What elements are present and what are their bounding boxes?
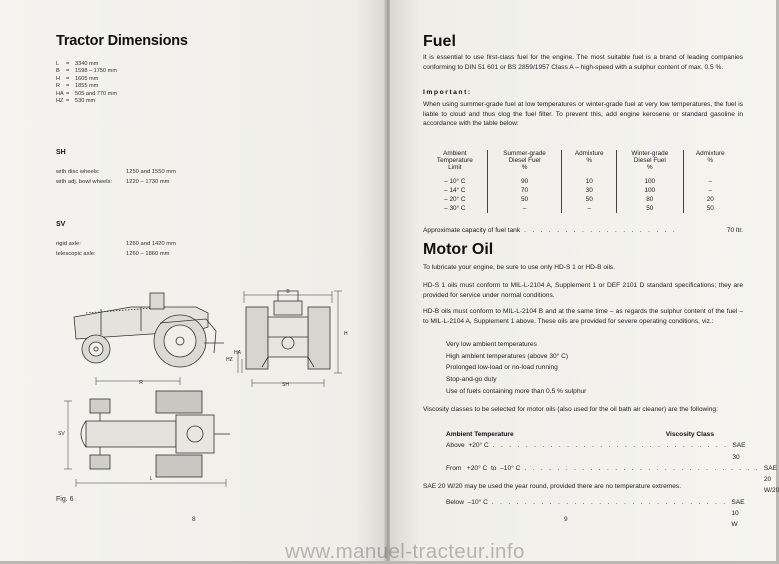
table-row — [423, 186, 737, 195]
table-cell: – 30° C — [444, 205, 466, 213]
col-ambient-temperature: Ambient Temperature Limit — [436, 150, 473, 172]
list-item: Use of fuels containing more than 0.5 % sulphur — [446, 387, 587, 395]
table-cell: – 10° C — [444, 177, 466, 185]
dimension-value: 1855 mm — [75, 83, 99, 90]
right-page — [390, 0, 779, 561]
table-cell: 50 — [487, 195, 562, 204]
dimension-value: 505 and 770 mm — [75, 90, 117, 97]
viscosity-row — [446, 497, 745, 531]
table-row — [423, 177, 737, 186]
watermark-text: www.manuel-tracteur.info — [285, 540, 525, 563]
important-label: Important: — [423, 89, 472, 96]
table-cell: 50 — [683, 204, 737, 213]
col-admixture-summer: Admixture % — [562, 150, 617, 172]
fuel-admixture-table — [423, 150, 737, 213]
leader-dots: . . . . . . . . . . . . . . . . . . . . . . . . . . . . . — [492, 442, 729, 450]
table-cell: – 20° C — [444, 196, 466, 204]
r-label: R — [139, 380, 143, 386]
list-item: Stop-and-go duty — [446, 376, 497, 384]
table-cell: 100 — [617, 177, 683, 186]
viscosity-value: SAE 20 W/20 — [763, 464, 779, 495]
table-cell: 20 — [683, 195, 737, 204]
dimension-key: HZ — [56, 98, 64, 105]
dimension-row: HA = 505 and 770 mm — [56, 90, 117, 97]
l-label: L — [149, 476, 153, 482]
capacity-dots: . . . . . . . . . . . . . . . . . . . — [524, 227, 678, 234]
col-admixture-winter: Admixture % — [683, 150, 737, 172]
h-label: H — [344, 331, 348, 337]
sv-label: SV — [58, 431, 65, 437]
temperature-range: Below –10° C — [446, 498, 488, 506]
sh-label: SH — [282, 382, 289, 388]
ha-label: HA — [234, 350, 241, 356]
left-page — [0, 0, 386, 561]
dimension-value: 1605 mm — [75, 75, 99, 82]
spec-label: with disc wheels: — [56, 169, 100, 175]
table-cell: – — [683, 186, 737, 195]
dimension-value: 1598 – 1750 mm — [75, 68, 117, 75]
dimension-row: L = 3340 mm — [56, 61, 99, 67]
table-cell: – — [562, 204, 617, 213]
table-cell: 100 — [617, 186, 683, 195]
oil-paragraph-2: HD-S 1 oils must conform to MIL-L-2104 A, Supplement 1 or DEF 2101 D standard specifications; they are provided for service under normal conditions. — [423, 282, 743, 299]
table-header-row — [423, 150, 737, 172]
oil-paragraph-3: HD-B oils must conform to MIL-L-2104 B and at the same time – as regards the sulphur content of the fuel – to MIL-L-2104 A, Supplement 1 above. These oils are provided for severe operating conditions, viz.: — [423, 308, 743, 325]
col-winter-grade: Winter-grade Diesel Fuel % — [617, 150, 683, 172]
tractor-dimension-drawing — [56, 283, 356, 488]
sv-heading: SV — [56, 221, 66, 228]
dimension-key: B — [56, 68, 60, 75]
page-number-left: 8 — [192, 516, 196, 523]
oil-paragraph-4: Viscosity classes to be selected for motor oils (also used for the oil bath air cleaner) are the following: — [423, 406, 718, 413]
spec-row — [56, 178, 176, 188]
table-cell: 50 — [562, 195, 617, 204]
table-cell: 80 — [617, 195, 683, 204]
temperature-range: From +20° C to –10° C — [446, 464, 521, 472]
table-row — [423, 204, 737, 213]
dimension-value: 3340 mm — [75, 61, 99, 67]
spec-value: 1260 – 1860 mm — [126, 250, 170, 257]
sv-spec-list — [56, 240, 176, 259]
tractor-dimensions-title: Tractor Dimensions — [56, 33, 188, 49]
viscosity-row — [446, 440, 746, 463]
severe-conditions-list — [446, 339, 586, 398]
table-cell: – — [487, 204, 562, 213]
dimensions-list — [56, 61, 117, 105]
fuel-tank-capacity — [423, 227, 743, 234]
spec-label: rigid axle: — [56, 241, 81, 247]
leader-dots: . . . . . . . . . . . . . . . . . . . . . . . . . . . . . — [491, 498, 728, 506]
spec-label: telescopic axle: — [56, 250, 96, 257]
side-view-tractor — [74, 293, 224, 367]
spec-row — [56, 250, 176, 260]
table-row — [423, 195, 737, 204]
table-cell: 30 — [562, 186, 617, 195]
dimension-row: R = 1855 mm — [56, 83, 99, 90]
dimension-key: R — [56, 83, 61, 90]
fuel-warning-paragraph: When using summer-grade fuel at low temperatures or winter-grade fuel at very low temperatures, the fuel is liable to cloud and thus clog the fuel filter. To prevent this, add engine kerosene or standard gasoline in accordance with the table below: — [423, 101, 743, 128]
oil-paragraph-1: To lubricate your engine, be sure to use only HD-S 1 or HD-B oils. — [423, 264, 616, 271]
list-item: Prolonged low-load or no-load running — [446, 364, 558, 372]
top-view-tractor — [81, 391, 230, 477]
sh-heading: SH — [56, 149, 66, 156]
viscosity-value: SAE 10 W — [731, 498, 745, 529]
dimension-row: B = 1598 – 1750 mm — [56, 68, 117, 75]
spec-row — [56, 240, 176, 250]
fuel-paragraph: It is essential to use first-class fuel for the engine. The most suitable fuel is a brand of leading companies conforming to DIN 51 601 or BS 2859/1957 Class A – high-speed with a sulphur content of max. 0.5 %. — [423, 54, 743, 71]
viscosity-header — [446, 429, 714, 440]
temperature-range: Above +20° C — [446, 442, 489, 450]
table-cell: – 14° C — [444, 186, 466, 194]
viscosity-row — [446, 463, 779, 497]
motor-oil-title: Motor Oil — [423, 241, 494, 258]
hz-label: HZ — [226, 357, 233, 363]
figure-caption: Fig. 6 — [56, 496, 74, 503]
viscosity-value: SAE 30 — [732, 442, 746, 461]
dimension-row: HZ = 530 mm — [56, 98, 96, 105]
list-item: Very low ambient temperatures — [446, 341, 537, 348]
dimension-row: H = 1605 mm — [56, 75, 99, 82]
viscosity-class-header: Viscosity Class — [665, 431, 714, 438]
dimension-key: L — [56, 61, 60, 67]
list-item: High ambient temperatures (above 30° C) — [446, 352, 569, 360]
viscosity-table — [446, 429, 779, 531]
ambient-temperature-header: Ambient Temperature — [446, 431, 514, 438]
table-cell: 50 — [617, 204, 683, 213]
capacity-value: 70 ltr. — [726, 227, 743, 234]
table-cell: – — [683, 177, 737, 186]
r-dimension — [96, 377, 180, 385]
spec-value: 1260 and 1420 mm — [126, 241, 176, 247]
capacity-label: Approximate capacity of fuel tank — [423, 227, 521, 234]
rear-view-tractor — [246, 291, 330, 369]
sh-spec-list — [56, 168, 176, 187]
dimension-key: H — [56, 75, 61, 82]
spec-row — [56, 168, 176, 178]
spec-value: 1250 and 1550 mm — [126, 169, 176, 175]
table-cell: 90 — [487, 177, 562, 186]
table-cell: 70 — [487, 186, 562, 195]
spec-label: with adj. bowl wheels: — [56, 178, 113, 185]
col-summer-grade: Summer-grade Diesel Fuel % — [487, 150, 562, 172]
dimension-key: HA — [56, 90, 64, 97]
dimension-value: 530 mm — [75, 98, 96, 105]
page-number-right: 9 — [564, 516, 568, 523]
oil-paragraph-5: SAE 20 W/20 may be used the year round, provided there are no temperature extremes. — [423, 483, 682, 490]
table-cell: 10 — [562, 177, 617, 186]
leader-dots: . . . . . . . . . . . . . . . . . . . . . . . . . . . . . — [524, 464, 760, 472]
fuel-title: Fuel — [423, 33, 456, 50]
spec-value: 1220 – 1730 mm — [126, 178, 170, 185]
b-label: B — [286, 289, 290, 295]
